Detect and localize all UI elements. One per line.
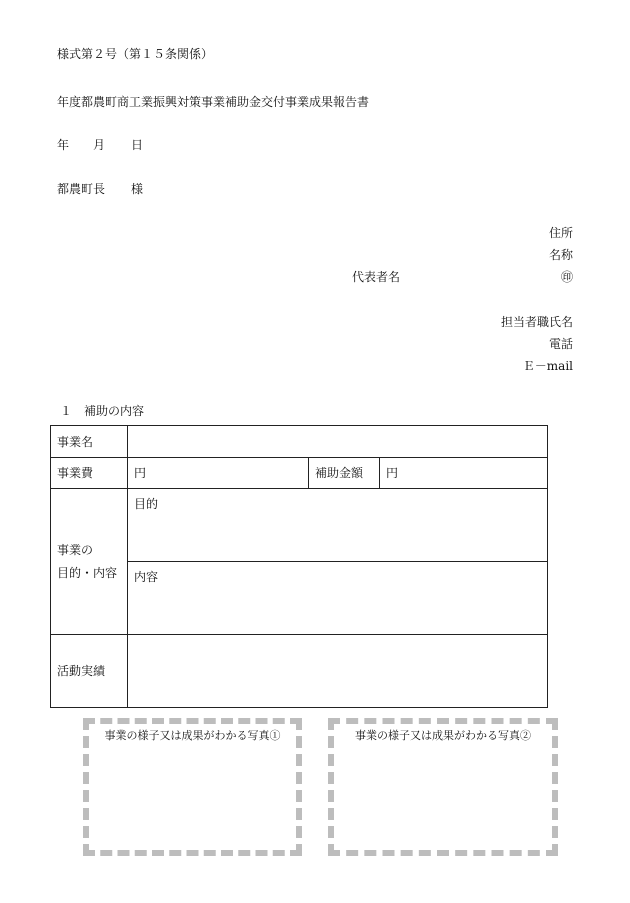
content-sub-label: 内容 bbox=[134, 570, 159, 584]
seal-mark: ㊞ bbox=[560, 270, 573, 284]
section-heading: 補助の内容 bbox=[84, 404, 145, 418]
activity-cell[interactable] bbox=[128, 635, 548, 708]
phone-label: 電話 bbox=[548, 337, 573, 351]
address-label: 住所 bbox=[548, 226, 573, 240]
table-row-cost bbox=[51, 458, 548, 489]
purpose-cell[interactable] bbox=[128, 489, 548, 562]
photo-caption-1: 事業の様子又は成果がわかる写真① bbox=[104, 729, 281, 742]
table-row-purpose bbox=[51, 489, 548, 562]
name-label: 名称 bbox=[548, 248, 573, 262]
day-label: 日 bbox=[131, 138, 144, 152]
table-row-activity bbox=[51, 635, 548, 708]
contact-person-label: 担当者職氏名 bbox=[500, 315, 573, 329]
purpose-sub-label: 目的 bbox=[134, 497, 159, 511]
subsidy-amount-cell[interactable]: 円 bbox=[380, 458, 548, 489]
purpose-label-line1: 事業の bbox=[57, 542, 94, 557]
representative-label: 代表者名 bbox=[352, 270, 401, 284]
project-cost-cell[interactable]: 円 bbox=[128, 458, 309, 489]
table-row-project-name bbox=[51, 426, 548, 458]
email-label: Ｅ－mail bbox=[522, 359, 573, 373]
year-label: 年 bbox=[57, 138, 70, 152]
photo-caption-2: 事業の様子又は成果がわかる写真② bbox=[355, 729, 531, 742]
project-cost-label: 事業費 bbox=[51, 458, 128, 489]
project-name-label: 事業名 bbox=[51, 426, 128, 458]
document-title: 年度都農町商工業振興対策事業補助金交付事業成果報告書 bbox=[57, 95, 370, 109]
purpose-label-line2: 目的・内容 bbox=[57, 565, 118, 580]
photo-box-1[interactable] bbox=[83, 718, 302, 856]
photo-box-2[interactable] bbox=[328, 718, 558, 856]
form-number: 様式第２号（第１５条関係） bbox=[57, 47, 214, 61]
section-number: １ bbox=[60, 404, 73, 418]
subsidy-content-table bbox=[50, 425, 548, 708]
content-cell[interactable] bbox=[128, 562, 548, 635]
project-name-cell[interactable] bbox=[128, 426, 548, 458]
subsidy-amount-label: 補助金額 bbox=[309, 458, 380, 489]
purpose-content-label bbox=[51, 489, 128, 635]
month-label: 月 bbox=[93, 138, 106, 152]
addressee-honorific: 様 bbox=[131, 182, 144, 196]
activity-label: 活動実績 bbox=[51, 635, 128, 708]
addressee-name: 都農町長 bbox=[57, 182, 106, 196]
